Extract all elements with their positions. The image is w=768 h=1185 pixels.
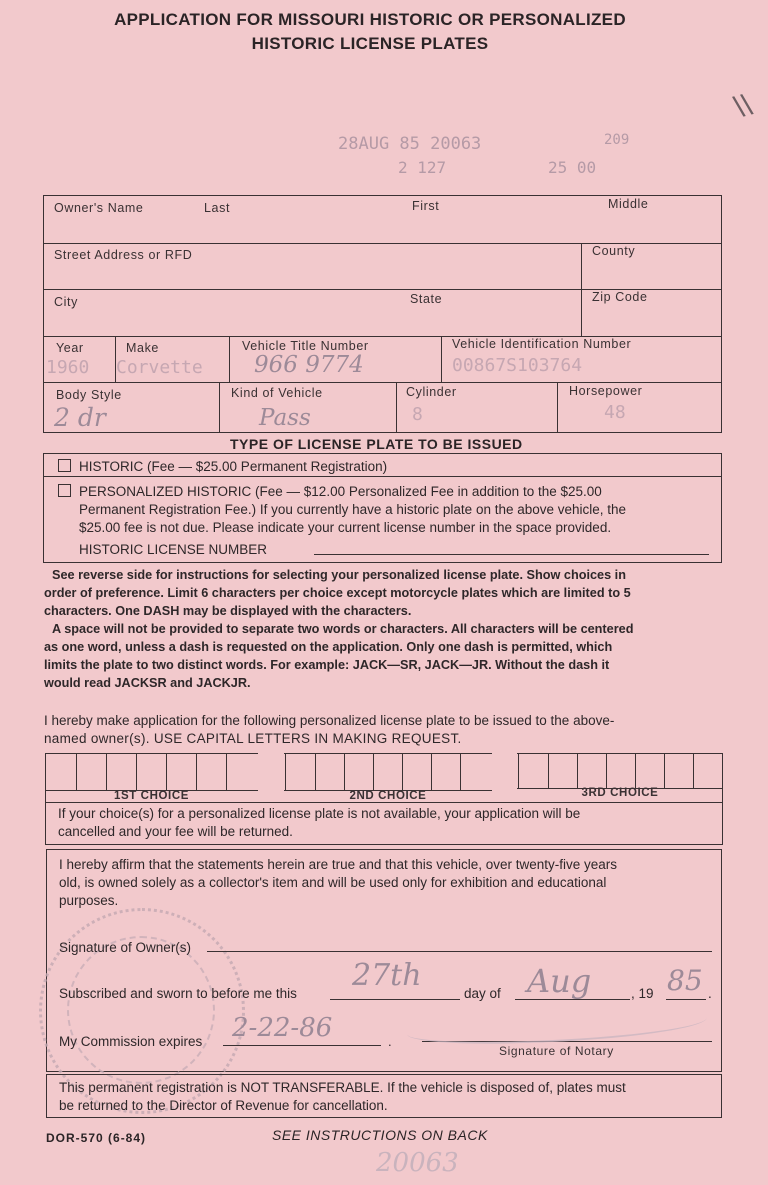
choices-box [45, 753, 723, 845]
commission-label: My Commission expires [59, 1034, 203, 1049]
title-number-label: Vehicle Title Number [242, 339, 369, 353]
title-number-value: 966 9774 [254, 352, 364, 378]
form-number: DOR-570 (6-84) [46, 1131, 147, 1145]
last-name-label: Last [204, 201, 231, 215]
choice3-boxes[interactable] [518, 754, 723, 788]
affirm-line2: old, is owned solely as a collector's item and will be used only for exhibition and educational [59, 875, 607, 890]
vin-label: Vehicle Identification Number [452, 337, 632, 351]
year-label: Year [56, 341, 84, 355]
year-value-hand: 85 [667, 964, 703, 997]
transfer-line1: This permanent registration is NOT TRANSFERABLE. If the vehicle is disposed of, plates must [59, 1080, 626, 1095]
day-value: 27th [352, 958, 422, 993]
make-label: Make [126, 341, 159, 355]
form-title-line2: HISTORIC LICENSE PLATES [251, 34, 489, 53]
choice2-boxes[interactable] [285, 754, 493, 790]
notice-line1: If your choice(s) for a personalized license plate is not available, your application will be [58, 806, 581, 821]
personalized-line2: Permanent Registration Fee.) If you currently have a historic plate on the above vehicle, the [79, 502, 627, 517]
plate-type-box [43, 453, 722, 563]
see-instructions: SEE INSTRUCTIONS ON BACK [272, 1127, 488, 1143]
choice1-label: 1ST CHOICE [113, 790, 189, 802]
body-style-label: Body Style [56, 388, 122, 402]
street-label: Street Address or RFD [54, 248, 193, 262]
year-value: 1960 [46, 357, 90, 378]
transfer-line2: be returned to the Director of Revenue for cancellation. [59, 1098, 388, 1113]
city-label: City [54, 295, 78, 309]
license-number-label: HISTORIC LICENSE NUMBER [79, 542, 268, 557]
instructions-p2-l3: limits the plate to two distinct words. For example: JACK—SR, JACK—JR. Without the dash it [44, 658, 610, 672]
owner-vehicle-grid [43, 195, 722, 433]
year-period: . [708, 986, 712, 1001]
body-style-value: 2 dr [54, 403, 106, 432]
cylinder-value: 8 [412, 404, 423, 425]
personalized-checkbox[interactable] [58, 484, 71, 497]
day-of-label: day of [464, 986, 501, 1001]
state-label: State [410, 292, 443, 306]
request-line1: I hereby make application for the following personalized license plate to be issued to the above- [44, 713, 615, 728]
commission-value: 2-22-86 [232, 1013, 333, 1043]
instructions-p2-l2: as one word, unless a dash is requested on the application. Only one dash is permitted, which [44, 640, 613, 654]
horsepower-value: 48 [604, 402, 626, 423]
pen-mark: \\ [730, 88, 756, 125]
sworn-label: Subscribed and sworn to before me this [59, 986, 297, 1001]
affirm-line3: purposes. [59, 893, 119, 908]
license-number-line[interactable] [314, 554, 709, 555]
stamp-line1: 28AUG 85 20063 [338, 134, 482, 154]
owner-name-label: Owner's Name [54, 201, 144, 215]
day-line[interactable] [330, 999, 460, 1000]
stamp-line2: 2 127 [398, 158, 447, 177]
historic-checkbox[interactable] [58, 459, 71, 472]
instructions-p1-l3: characters. One DASH may be displayed with the characters. [44, 604, 412, 618]
horsepower-label: Horsepower [569, 384, 643, 398]
commission-period: . [388, 1034, 392, 1049]
transfer-notice-box [46, 1074, 722, 1118]
cylinder-label: Cylinder [406, 385, 457, 399]
stamp-code: 209 [604, 132, 630, 148]
instructions [44, 566, 724, 692]
kind-label: Kind of Vehicle [231, 386, 323, 400]
notice-line2: cancelled and your fee will be returned. [58, 824, 293, 839]
month-value: Aug [527, 962, 592, 1000]
personalized-line3: $25.00 fee is not due. Please indicate your current license number in the space provided. [79, 520, 612, 535]
request-line2: named owner(s). USE CAPITAL LETTERS IN MAKING REQUEST. [44, 731, 462, 746]
choice2-label: 2ND CHOICE [349, 790, 427, 802]
personalized-line1: PERSONALIZED HISTORIC (Fee — $12.00 Personalized Fee in addition to the $25.00 [79, 484, 602, 499]
county-label: County [592, 244, 636, 258]
make-value: Corvette [116, 357, 203, 378]
choice1-boxes[interactable] [46, 754, 258, 790]
historic-option-label: HISTORIC (Fee — $25.00 Permanent Registration) [79, 459, 388, 474]
owner-signature-line[interactable] [207, 951, 712, 952]
form-title-line1: APPLICATION FOR MISSOURI HISTORIC OR PERSONALIZED [114, 10, 626, 29]
instructions-p1-l1: See reverse side for instructions for selecting your personalized license plate. Show choices in [52, 568, 626, 582]
instructions-p1-l2: order of preference. Limit 6 characters per choice except motorcycle plates which are limited to 5 [44, 586, 631, 600]
affirmation-box [46, 849, 722, 1072]
choice3-label: 3RD CHOICE [581, 787, 659, 799]
stamp-amount: 25 00 [548, 158, 597, 177]
kind-value: Pass [259, 405, 311, 431]
year-prefix: , 19 [631, 986, 654, 1001]
zip-label: Zip Code [592, 290, 648, 304]
handwritten-number: 20063 [376, 1148, 459, 1178]
instructions-p2-l4: would read JACKSR and JACKJR. [44, 676, 251, 690]
notary-signature-label: Signature of Notary [499, 1044, 614, 1058]
affirm-line1: I hereby affirm that the statements herein are true and that this vehicle, over twenty-five years [59, 857, 618, 872]
owner-signature-label: Signature of Owner(s) [59, 940, 192, 955]
commission-line[interactable] [223, 1045, 381, 1046]
personalized-option[interactable] [58, 483, 713, 537]
year-line[interactable] [666, 999, 706, 1000]
plate-type-heading: TYPE OF LICENSE PLATE TO BE ISSUED [230, 436, 523, 452]
middle-name-label: Middle [608, 197, 649, 211]
instructions-p2-l1: A space will not be provided to separate two words or characters. All characters will be centered [52, 622, 634, 636]
first-name-label: First [412, 199, 440, 213]
historic-option[interactable] [58, 458, 387, 476]
vin-value: 00867S103764 [452, 355, 583, 376]
